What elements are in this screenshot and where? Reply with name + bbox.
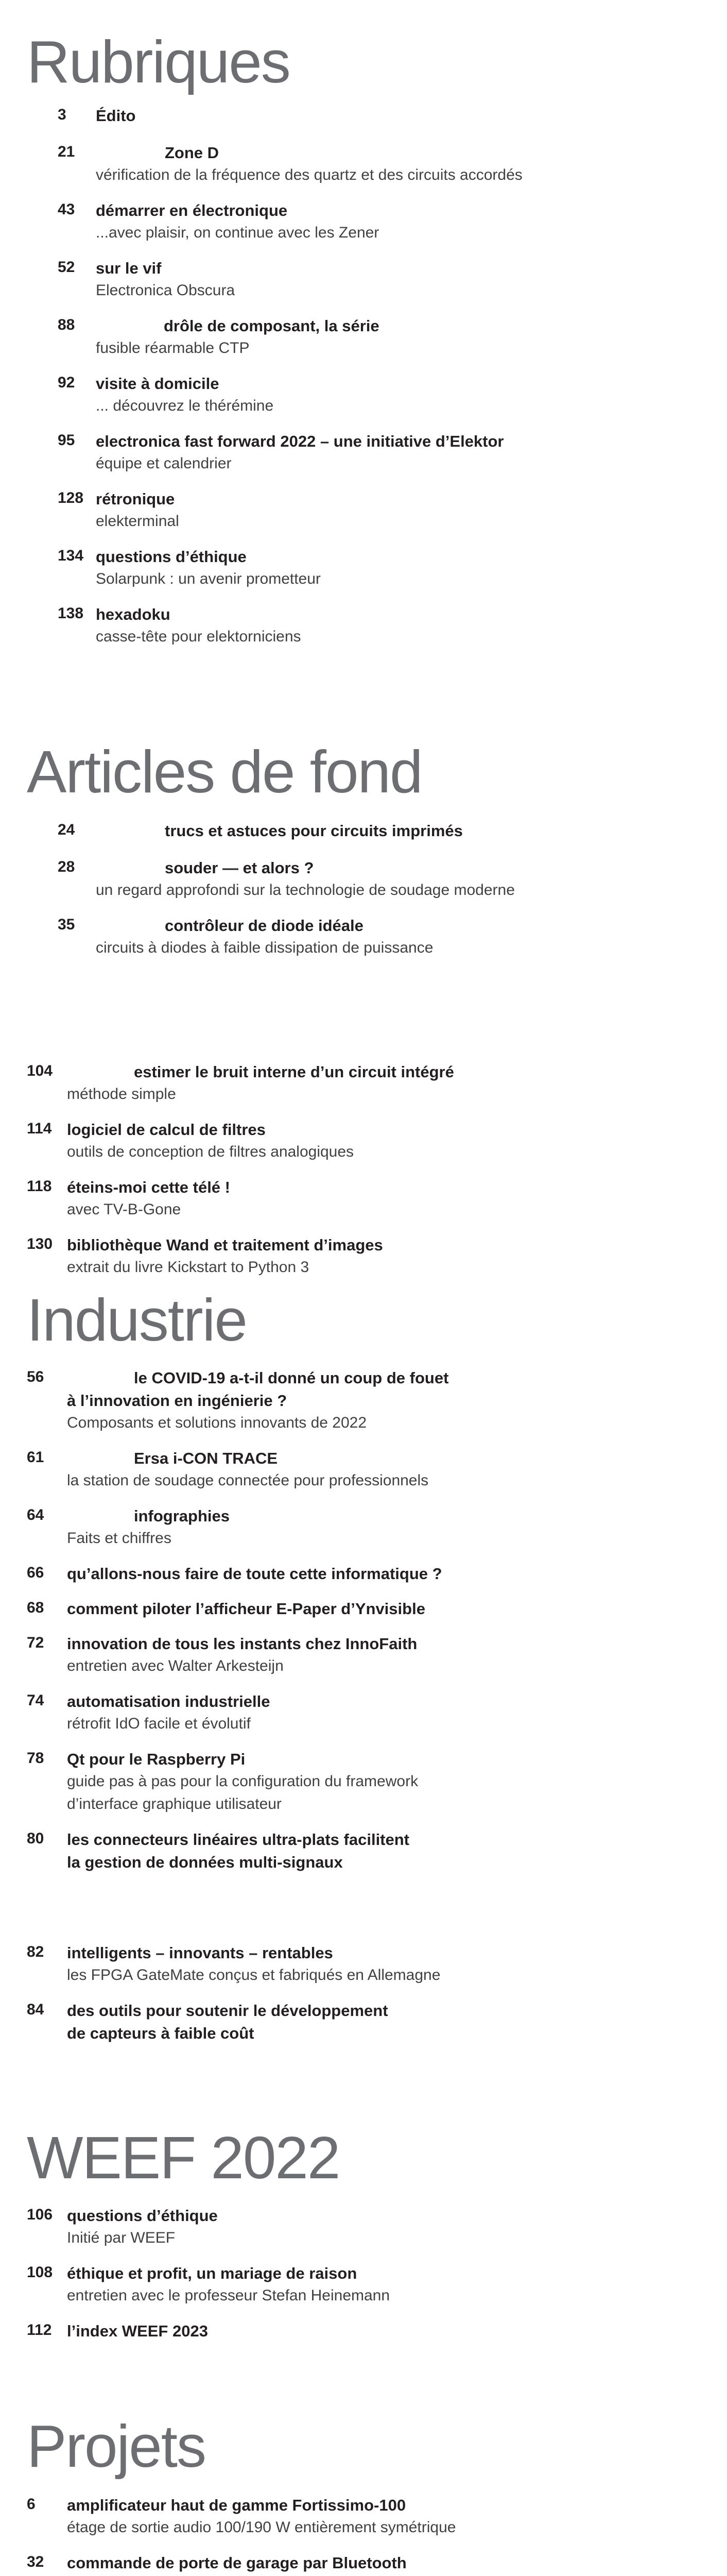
entry-title: estimer le bruit interne d’un circuit intégré bbox=[134, 1063, 454, 1081]
page-number: 104 bbox=[27, 1062, 53, 1079]
page-number: 35 bbox=[58, 916, 75, 933]
entry-title: amplificateur haut de gamme Fortissimo-100 bbox=[67, 2496, 406, 2514]
page-number: 28 bbox=[58, 858, 75, 875]
entry-title: sur le vif bbox=[96, 259, 162, 277]
entry-title: electronica fast forward 2022 – une initiative d’Elektor bbox=[96, 432, 504, 450]
section-title: Industrie bbox=[27, 1286, 247, 1353]
entry-subtitle: méthode simple bbox=[67, 1086, 176, 1103]
entry-subtitle: ... découvrez le thérémine bbox=[96, 397, 274, 414]
section-title: Projets bbox=[27, 2413, 206, 2480]
entry-subtitle: les FPGA GateMate conçus et fabriqués en Allemagne bbox=[67, 1967, 441, 1984]
entry-title: innovation de tous les instants chez InnoFaith bbox=[67, 1635, 418, 1653]
entry-title: souder — et alors ? bbox=[165, 859, 314, 877]
entry-subtitle: entretien avec le professeur Stefan Heinemann bbox=[67, 2287, 390, 2304]
page-number: 95 bbox=[58, 432, 75, 449]
entry-title: les connecteurs linéaires ultra-plats facilitent bbox=[67, 1831, 410, 1849]
entry-title: éteins-moi cette télé ! bbox=[67, 1178, 230, 1196]
entry-title-continued: à l’innovation en ingénierie ? bbox=[67, 1392, 287, 1410]
page-number: 108 bbox=[27, 2264, 53, 2281]
entry-title: visite à domicile bbox=[96, 375, 219, 393]
entry-title: automatisation industrielle bbox=[67, 1692, 270, 1710]
page-number: 64 bbox=[27, 1506, 44, 1523]
entry-subtitle: Solarpunk : un avenir prometteur bbox=[96, 570, 321, 587]
entry-subtitle: avec TV-B-Gone bbox=[67, 1201, 181, 1218]
entry-subtitle: la station de soudage connectée pour professionnels bbox=[67, 1472, 429, 1489]
section-title: Rubriques bbox=[27, 28, 290, 95]
page-number: 84 bbox=[27, 2001, 44, 2018]
entry-title: qu’allons-nous faire de toute cette informatique ? bbox=[67, 1565, 442, 1583]
entry-subtitle: casse-tête pour elektorniciens bbox=[96, 628, 301, 645]
page-number: 74 bbox=[27, 1692, 44, 1709]
entry-title: intelligents – innovants – rentables bbox=[67, 1944, 333, 1962]
entry-subtitle: elekterminal bbox=[96, 513, 179, 530]
entry-subtitle: équipe et calendrier bbox=[96, 455, 232, 472]
entry-subtitle: extrait du livre Kickstart to Python 3 bbox=[67, 1259, 309, 1276]
entry-title: Zone D bbox=[165, 144, 219, 162]
page-number: 32 bbox=[27, 2553, 44, 2570]
page-number: 130 bbox=[27, 1235, 53, 1252]
page-number: 82 bbox=[27, 1943, 44, 1960]
entry-title: Ersa i-CON TRACE bbox=[134, 1449, 278, 1467]
page-number: 106 bbox=[27, 2206, 53, 2223]
page-number: 66 bbox=[27, 1564, 44, 1581]
entry-title: rétronique bbox=[96, 490, 175, 508]
entry-title: logiciel de calcul de filtres bbox=[67, 1121, 266, 1139]
entry-title: bibliothèque Wand et traitement d’images bbox=[67, 1236, 383, 1254]
entry-subtitle: vérification de la fréquence des quartz et des circuits accordés bbox=[96, 166, 523, 183]
entry-title: trucs et astuces pour circuits imprimés bbox=[165, 822, 463, 840]
page-number: 78 bbox=[27, 1750, 44, 1767]
entry-title: comment piloter l’afficheur E-Paper d’Ynvisible bbox=[67, 1600, 425, 1618]
page-number: 68 bbox=[27, 1599, 44, 1616]
entry-title: l’index WEEF 2023 bbox=[67, 2322, 208, 2340]
page-number: 56 bbox=[27, 1368, 44, 1385]
entry-subtitle: Faits et chiffres bbox=[67, 1530, 171, 1547]
entry-title: commande de porte de garage par Bluetooth bbox=[67, 2554, 407, 2572]
page-number: 92 bbox=[58, 374, 75, 391]
entry-subtitle: étage de sortie audio 100/190 W entièrement symétrique bbox=[67, 2519, 456, 2536]
entry-title: Édito bbox=[96, 107, 136, 125]
entry-title: drôle de composant, la série bbox=[164, 317, 379, 335]
page-number: 3 bbox=[58, 106, 66, 123]
entry-subtitle: un regard approfondi sur la technologie de soudage moderne bbox=[96, 882, 515, 899]
entry-title: le COVID-19 a-t-il donné un coup de fouet bbox=[134, 1369, 449, 1387]
entry-subtitle: Composants et solutions innovants de 2022 bbox=[67, 1414, 367, 1431]
page-number: 43 bbox=[58, 201, 75, 218]
page-number: 21 bbox=[58, 143, 75, 160]
page-number: 88 bbox=[58, 316, 75, 333]
entry-subtitle: guide pas à pas pour la configuration du framework bbox=[67, 1773, 419, 1790]
entry-subtitle: outils de conception de filtres analogiques bbox=[67, 1143, 354, 1160]
section-title: Articles de fond bbox=[27, 738, 422, 805]
page-number: 128 bbox=[58, 489, 84, 506]
page-number: 118 bbox=[27, 1178, 52, 1195]
entry-subtitle: rétrofit IdO facile et évolutif bbox=[67, 1715, 251, 1732]
entry-subtitle-continued: d’interface graphique utilisateur bbox=[67, 1795, 282, 1812]
entry-subtitle: entretien avec Walter Arkesteijn bbox=[67, 1657, 284, 1674]
page-number: 112 bbox=[27, 2321, 52, 2338]
entry-title: démarrer en électronique bbox=[96, 201, 288, 219]
entry-title: des outils pour soutenir le développement bbox=[67, 2002, 388, 2020]
entry-title-continued: la gestion de données multi-signaux bbox=[67, 1853, 343, 1871]
entry-subtitle: ...avec plaisir, on continue avec les Zener bbox=[96, 224, 379, 241]
entry-title: questions d’éthique bbox=[96, 548, 247, 566]
entry-title: infographies bbox=[134, 1507, 230, 1525]
page-number: 80 bbox=[27, 1830, 44, 1847]
entry-title: éthique et profit, un mariage de raison bbox=[67, 2264, 357, 2282]
entry-subtitle: circuits à diodes à faible dissipation de puissance bbox=[96, 939, 434, 956]
entry-title: hexadoku bbox=[96, 605, 170, 623]
page-number: 6 bbox=[27, 2496, 36, 2513]
page-number: 52 bbox=[58, 259, 75, 276]
entry-title: Qt pour le Raspberry Pi bbox=[67, 1750, 246, 1768]
page-number: 134 bbox=[58, 547, 84, 564]
entry-subtitle: fusible réarmable CTP bbox=[96, 340, 250, 357]
entry-title-continued: de capteurs à faible coût bbox=[67, 2024, 254, 2042]
entry-subtitle: Initié par WEEF bbox=[67, 2229, 176, 2246]
page-number: 72 bbox=[27, 1634, 44, 1651]
entry-subtitle: Electronica Obscura bbox=[96, 282, 235, 299]
entry-title: contrôleur de diode idéale bbox=[165, 917, 363, 935]
page-number: 138 bbox=[58, 605, 84, 622]
section-title: WEEF 2022 bbox=[27, 2124, 340, 2191]
page-number: 114 bbox=[27, 1120, 52, 1137]
entry-title: questions d’éthique bbox=[67, 2207, 218, 2225]
page-number: 24 bbox=[58, 821, 75, 838]
page-number: 61 bbox=[27, 1449, 44, 1466]
